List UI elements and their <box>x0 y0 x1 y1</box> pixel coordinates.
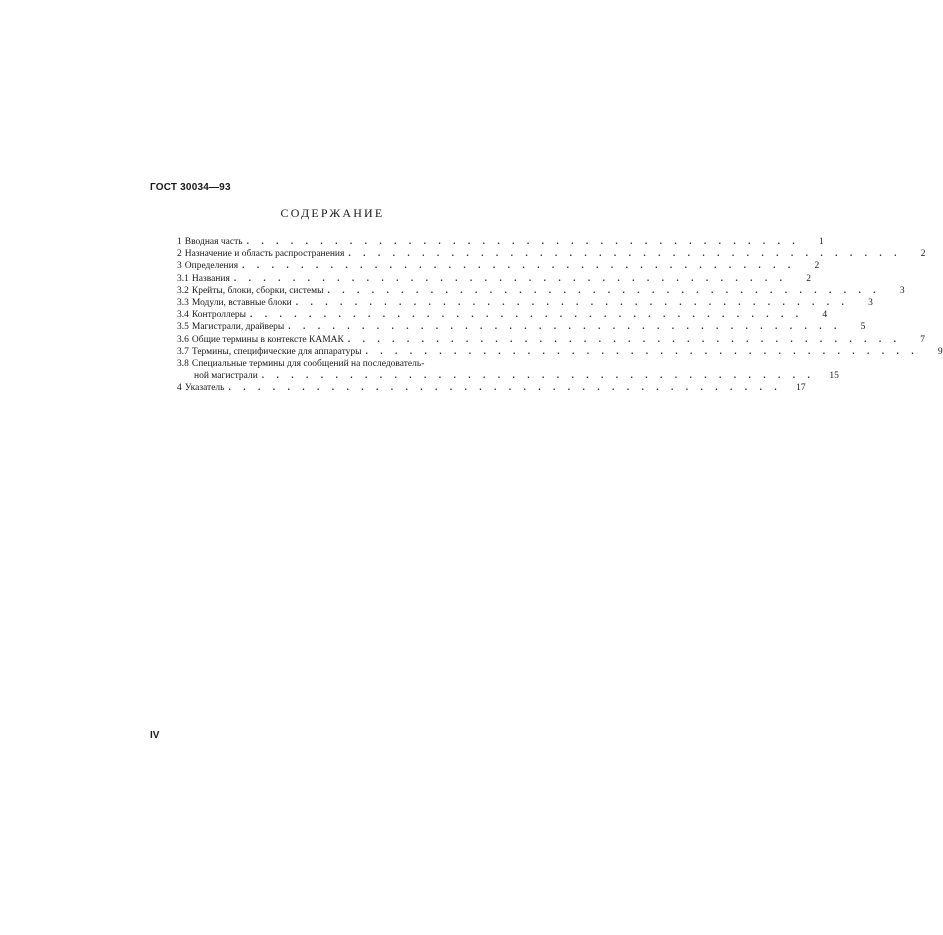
toc-entry[interactable] <box>177 334 925 346</box>
toc-entry-number: 3.2 <box>177 285 189 296</box>
toc-entry[interactable] <box>177 382 806 394</box>
toc-entry-number: 3.3 <box>177 298 189 309</box>
toc-leader: . . . . . . . . . . . . . . . . . . . . . . . . . . . . . . . . . . . . . . <box>261 371 815 382</box>
toc-entry-page: 3 <box>899 285 905 296</box>
page-number: IV <box>150 730 160 741</box>
toc-entry-title: Названия <box>191 273 230 284</box>
toc-leader: . . . . . . . . . . . . . . . . . . . . . . . . . . . . . . . . . . . . . . <box>288 322 842 333</box>
toc-entry-number: 3.7 <box>177 346 189 357</box>
toc-entry-title: Указатель <box>184 383 225 394</box>
toc-leader: . . . . . . . . . . . . . . . . . . . . . . . . . . . . . . . . . . . . . . <box>365 346 919 357</box>
toc-entry-number: 3.6 <box>177 334 189 345</box>
toc-entry-page: 7 <box>920 334 925 345</box>
toc-entry-title: Общие термины в контексте КАМАК <box>191 334 344 345</box>
toc-leader: . . . . . . . . . . . . . . . . . . . . . . . . . . . . . . . . . . . . . . <box>295 298 849 309</box>
toc-entry-page: 1 <box>818 237 824 247</box>
toc-entry-number: 3 <box>177 261 182 272</box>
table-of-contents <box>177 236 943 395</box>
toc-entry-title: Термины, специфические для аппаратуры <box>191 346 362 357</box>
toc-leader: . . . . . . . . . . . . . . . . . . . . . . . . . . . . . . . . . . . . . . <box>228 383 782 394</box>
toc-entry[interactable] <box>177 309 828 321</box>
toc-entry-title-continued: ной магистрали <box>194 371 258 382</box>
toc-entry-title: Крейты, блоки, сборки, системы <box>191 285 324 296</box>
toc-leader: . . . . . . . . . . . . . . . . . . . . . . . . . . . . . . . . . . . . . . <box>347 334 901 345</box>
toc-entry-number: 3.8 <box>177 359 189 370</box>
toc-entry-number: 2 <box>177 249 182 260</box>
toc-entry[interactable] <box>177 346 943 358</box>
toc-leader: . . . . . . . . . . . . . . . . . . . . . . . . . . . . . . . . . . . . . . <box>250 310 804 321</box>
toc-entry[interactable] <box>177 273 811 285</box>
toc-entry[interactable] <box>177 358 489 370</box>
toc-entry-number: 4 <box>177 383 182 394</box>
toc-entry-title: Контроллеры <box>191 310 247 321</box>
toc-entry[interactable] <box>177 321 866 333</box>
toc-entry-title: Определения <box>184 261 239 272</box>
toc-entry-number: 3.4 <box>177 310 189 321</box>
toc-entry-number: 3.1 <box>177 273 189 284</box>
toc-entry-page: 9 <box>937 346 943 357</box>
toc-entry-title: Специальные термины для сообщений на последователь- <box>191 359 425 370</box>
toc-entry-page: 4 <box>822 310 828 321</box>
toc-entry[interactable] <box>177 285 905 297</box>
toc-leader: . . . . . . . . . . . . . . . . . . . . . . . . . . . . . . . . . . . . . . <box>242 261 796 272</box>
toc-entry-number: 3.5 <box>177 322 189 333</box>
toc-entry-number: 1 <box>177 237 182 247</box>
toc-entry-title: Магистрали, драйверы <box>191 322 285 333</box>
toc-entry-page: 2 <box>814 261 820 272</box>
toc-entry-title: Назначение и область распространения <box>184 249 345 260</box>
toc-entry-page: 5 <box>860 322 866 333</box>
document-id: ГОСТ 30034—93 <box>150 182 231 193</box>
toc-entry[interactable] <box>177 260 820 272</box>
toc-leader: . . . . . . . . . . . . . . . . . . . . . . . . . . . . . . . . . . . . . . <box>327 285 881 296</box>
toc-entry-page: 2 <box>920 249 926 260</box>
toc-entry-page: 17 <box>796 383 806 394</box>
toc-entry-page: 3 <box>868 298 873 309</box>
toc-entry-title: Вводная часть <box>184 237 243 247</box>
toc-entry[interactable] <box>177 236 824 248</box>
toc-entry-page: 15 <box>829 371 839 382</box>
toc-entry-continuation[interactable] <box>177 370 839 382</box>
toc-entry[interactable] <box>177 248 926 260</box>
toc-title: СОДЕРЖАНИЕ <box>280 206 385 220</box>
toc-leader: . . . . . . . . . . . . . . . . . . . . . . . . . . . . . . . . . . . . . . <box>233 273 787 284</box>
toc-entry[interactable] <box>177 297 873 309</box>
toc-entry-page: 2 <box>806 273 811 284</box>
toc-leader: . . . . . . . . . . . . . . . . . . . . . . . . . . . . . . . . . . . . . . <box>246 237 800 247</box>
toc-leader: . . . . . . . . . . . . . . . . . . . . . . . . . . . . . . . . . . . . . . <box>348 249 902 260</box>
toc-entry-title: Модули, вставные блоки <box>191 298 292 309</box>
